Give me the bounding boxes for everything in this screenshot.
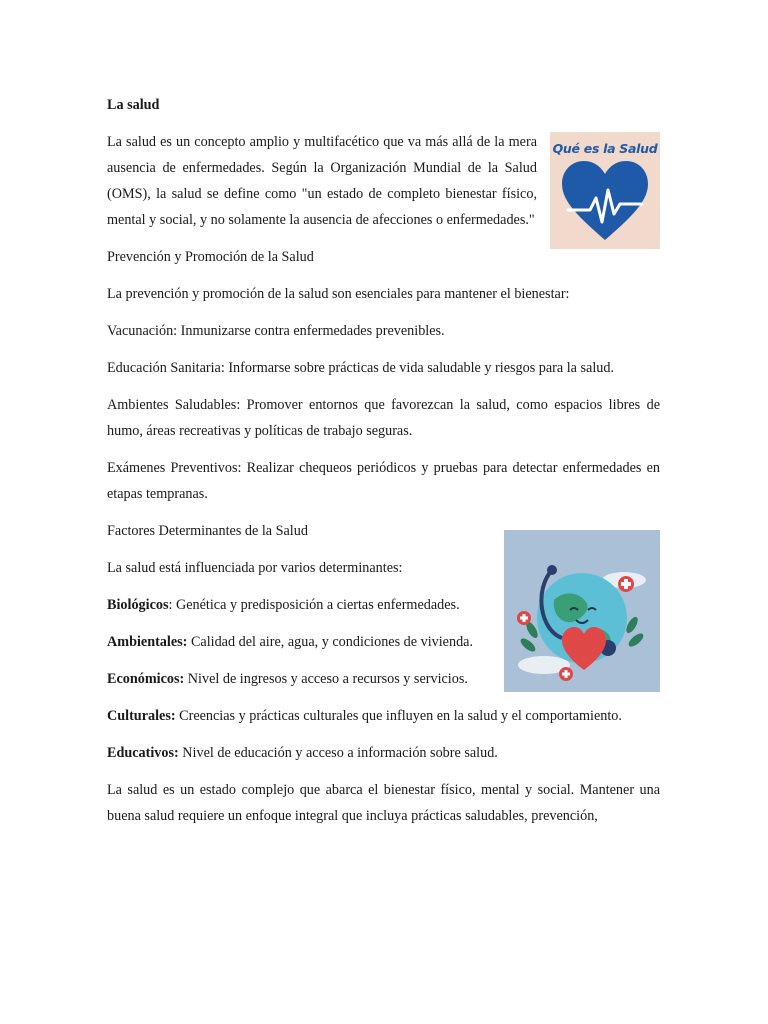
page-title: La salud — [107, 97, 160, 113]
factor-text: Nivel de educación y acceso a información sobre salud. — [182, 745, 498, 761]
factor-term: Económicos: — [107, 671, 185, 687]
factor-text: Genética y predisposición a ciertas enfermedades. — [175, 597, 460, 613]
prevention-heading: Prevención y Promoción de la Salud — [107, 249, 314, 265]
factor-term: Biológicos — [107, 597, 169, 613]
factor-text: Nivel de ingresos y acceso a recursos y servicios. — [187, 671, 468, 687]
image-caption: Qué es la Salud — [552, 141, 658, 156]
factor-ambientales — [107, 629, 492, 655]
prevention-item-examenes: Exámenes Preventivos: Realizar chequeos periódicos y pruebas para detectar enfermedades en etapas tempranas. — [107, 460, 660, 502]
conclusion-paragraph: La salud es un estado complejo que abarca el bienestar físico, mental y social. Mantener una buena salud requiere un enfoque integral que incluya prácticas saludables, prevención, — [107, 782, 660, 824]
health-heart-image — [550, 132, 660, 249]
globe-health-image — [504, 530, 660, 692]
factor-text: Calidad del aire, agua, y condiciones de vivienda. — [190, 634, 474, 650]
factor-biologicos: Biológicos: Genética y predisposición a ciertas enfermedades. — [107, 597, 460, 613]
heart-icon — [550, 132, 660, 249]
factors-heading: Factores Determinantes de la Salud — [107, 523, 308, 539]
factor-term: Educativos: — [107, 745, 179, 761]
factors-lead: La salud está influenciada por varios determinantes: — [107, 560, 403, 576]
prevention-item-educacion: Educación Sanitaria: Informarse sobre prácticas de vida saludable y riesgos para la salud. — [107, 360, 615, 376]
prevention-lead: La prevención y promoción de la salud son esenciales para mantener el bienestar: — [107, 286, 570, 302]
factor-term: Ambientales: — [107, 634, 188, 650]
factor-educativos — [107, 740, 660, 766]
factor-text: Creencias y prácticas culturales que influyen en la salud y el comportamiento. — [179, 708, 622, 724]
factor-term: Culturales: — [107, 708, 176, 724]
prevention-item-vacunacion: Vacunación: Inmunizarse contra enfermedades prevenibles. — [107, 323, 445, 339]
intro-paragraph: La salud es un concepto amplio y multifacético que va más allá de la mera ausencia de enfermedades. Según la Organización Mundial de la Salud (OMS), la salud se define como "un estado de completo bienestar físico, mental y social, y no solamente la ausencia de afecciones o enfermedades." — [107, 134, 537, 228]
factor-culturales — [107, 703, 660, 729]
prevention-item-ambientes: Ambientes Saludables: Promover entornos que favorezcan la salud, como espacios libres de humo, áreas recreativas y políticas de trabajo seguras. — [107, 397, 660, 439]
